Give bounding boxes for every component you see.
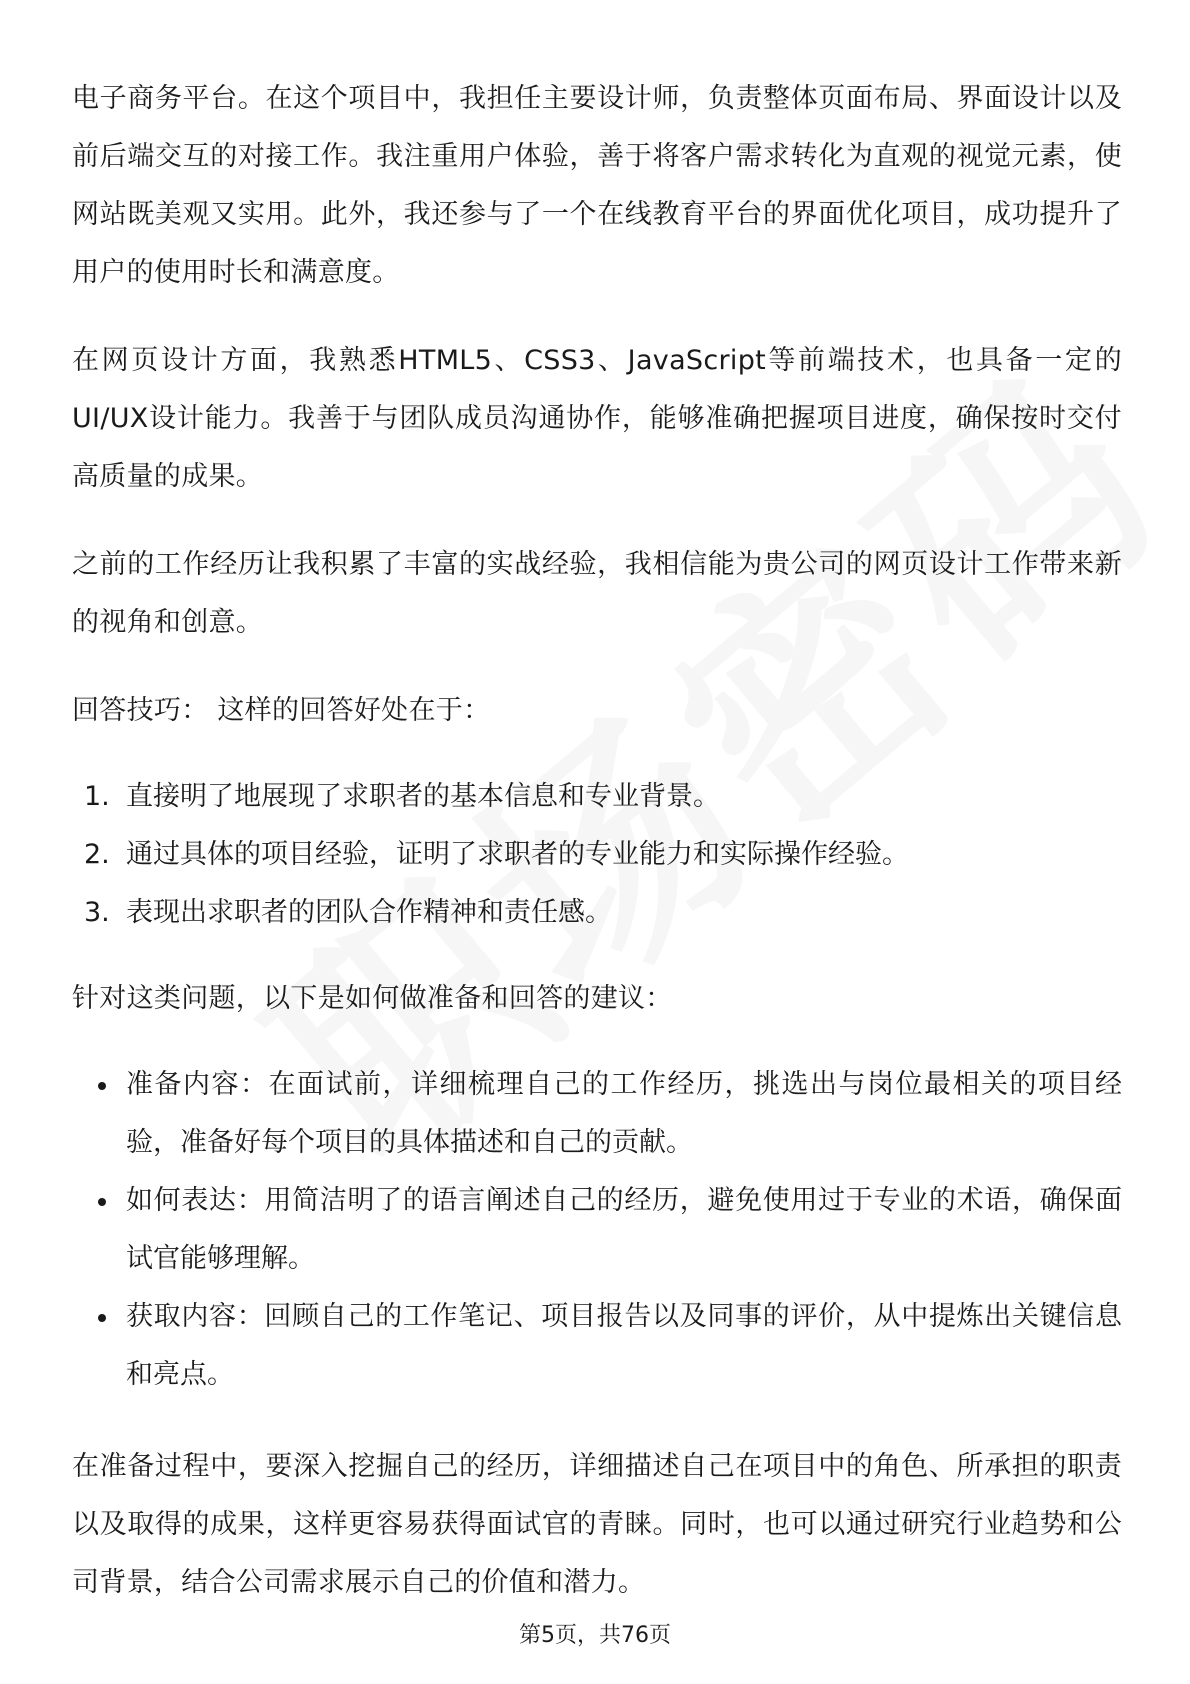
advice-list xyxy=(72,1056,1122,1404)
tips-intro: 回答技巧： 这样的回答好处在于： xyxy=(72,695,491,726)
list-item-text: 表现出求职者的团队合作精神和责任感。 xyxy=(126,897,612,928)
list-number: 3. xyxy=(84,897,110,928)
list-item-text: 获取内容：回顾自己的工作笔记、项目报告以及同事的评价，从中提炼出关键信息和亮点。 xyxy=(126,1301,1122,1390)
list-item xyxy=(72,884,1122,942)
bullet-dot-icon xyxy=(98,1314,106,1322)
advice-intro: 针对这类问题，以下是如何做准备和回答的建议： xyxy=(72,983,673,1014)
benefits-list xyxy=(72,768,1122,942)
list-number: 1. xyxy=(84,781,110,812)
paragraph-project-experience: 电子商务平台。在这个项目中，我担任主要设计师，负责整体页面布局、界面设计以及前后端交互的对接工作。我注重用户体验，善于将客户需求转化为直观的视觉元素，使网站既美观又实用。此外，我还参与了一个在线教育平台的界面优化项目，成功提升了用户的使用时长和满意度。 xyxy=(72,83,1122,288)
list-item xyxy=(72,826,1122,884)
paragraph-summary: 之前的工作经历让我积累了丰富的实战经验，我相信能为贵公司的网页设计工作带来新的视角和创意。 xyxy=(72,549,1122,638)
list-item xyxy=(72,1288,1122,1404)
list-item-text: 直接明了地展现了求职者的基本信息和专业背景。 xyxy=(126,781,720,812)
bullet-dot-icon xyxy=(98,1082,106,1090)
page-number: 第5页，共76页 xyxy=(519,1623,671,1648)
paragraph-closing: 在准备过程中，要深入挖掘自己的经历，详细描述自己在项目中的角色、所承担的职责以及取得的成果，这样更容易获得面试官的青睐。同时，也可以通过研究行业趋势和公司背景，结合公司需求展示自己的价值和潜力。 xyxy=(72,1451,1122,1598)
list-item-text: 准备内容：在面试前，详细梳理自己的工作经历，挑选出与岗位最相关的项目经验，准备好每个项目的具体描述和自己的贡献。 xyxy=(126,1069,1122,1158)
list-item xyxy=(72,768,1122,826)
list-number: 2. xyxy=(84,839,110,870)
list-item-text: 如何表达：用简洁明了的语言阐述自己的经历，避免使用过于专业的术语，确保面试官能够理解。 xyxy=(126,1185,1122,1274)
list-item xyxy=(72,1172,1122,1288)
document-body xyxy=(72,70,1122,1642)
paragraph-skills: 在网页设计方面，我熟悉HTML5、CSS3、JavaScript等前端技术，也具备一定的UI/UX设计能力。我善于与团队成员沟通协作，能够准确把握项目进度，确保按时交付高质量的成果。 xyxy=(72,345,1122,492)
bullet-dot-icon xyxy=(98,1198,106,1206)
list-item-text: 通过具体的项目经验，证明了求职者的专业能力和实际操作经验。 xyxy=(126,839,909,870)
list-item xyxy=(72,1056,1122,1172)
